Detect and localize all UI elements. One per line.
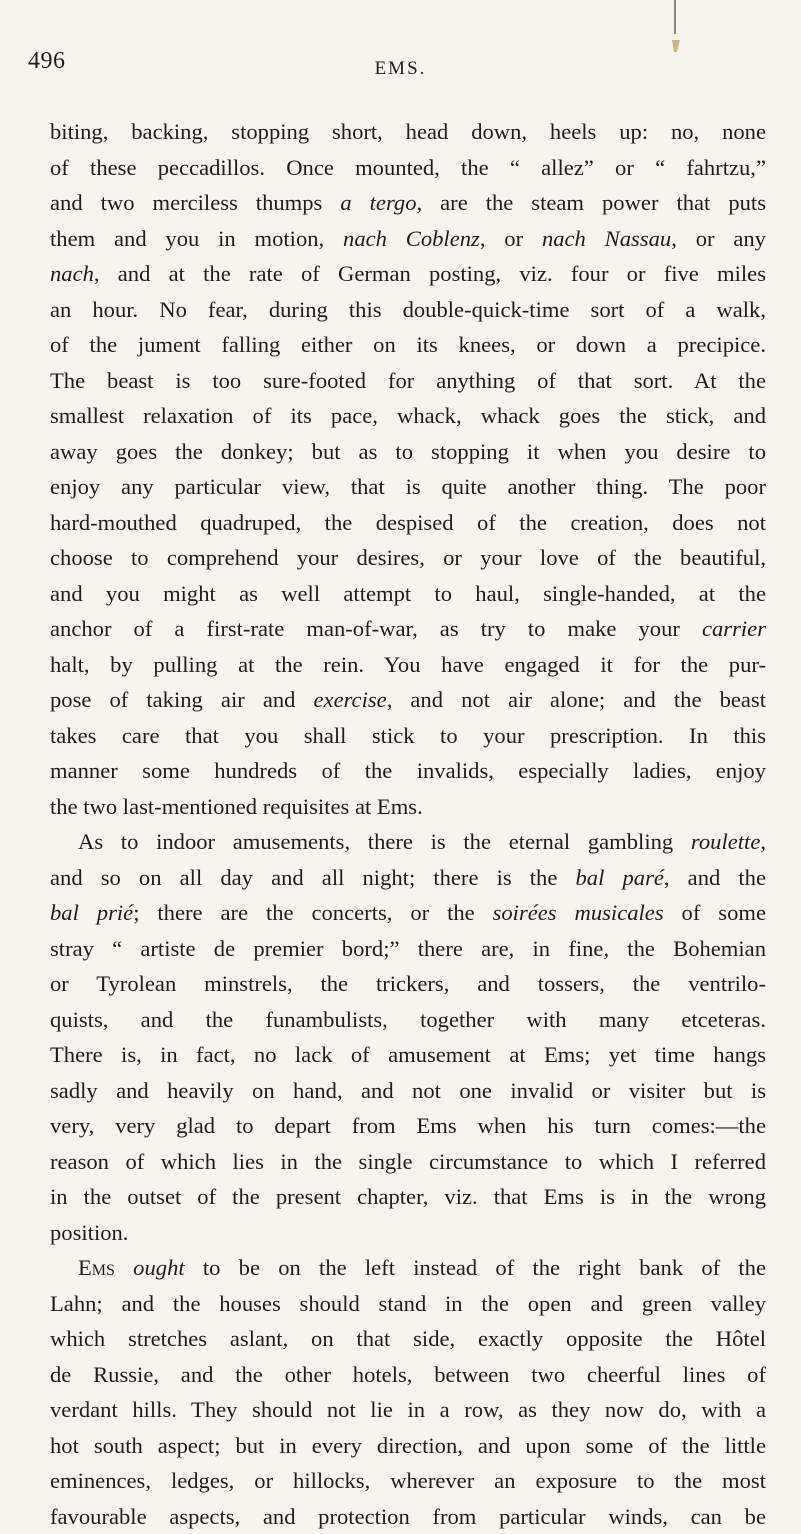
italic-run: bal paré <box>576 865 664 890</box>
text-line <box>50 1037 766 1073</box>
text-line <box>50 1357 766 1393</box>
text-line <box>50 682 766 718</box>
text-run: of these peccadillos. Once mounted, the “ allez” or “ fahrtzu,” <box>50 155 766 180</box>
text-run: choose to comprehend your desires, or your love of the beautiful, <box>50 545 766 570</box>
text-line <box>50 185 766 221</box>
text-line <box>50 150 766 186</box>
text-run: and you might as well attempt to haul, single-handed, at the <box>50 581 766 606</box>
italic-run: carrier <box>702 616 766 641</box>
italic-run: nach Nassau <box>542 226 671 251</box>
running-head: EMS. <box>0 58 801 80</box>
text-line <box>50 1073 766 1109</box>
body-text <box>50 114 766 1534</box>
text-line <box>50 1428 766 1464</box>
text-run: halt, by pulling at the rein. You have engaged it for the pur- <box>50 652 766 677</box>
text-line <box>50 789 766 825</box>
text-run: pose of taking air and <box>50 687 314 712</box>
text-run: stray “ artiste de premier bord;” there are, in fine, the Bohemian <box>50 936 766 961</box>
text-run: , or <box>480 226 542 251</box>
text-run <box>115 1255 133 1280</box>
text-line <box>50 1392 766 1428</box>
text-run: takes care that you shall stick to your prescription. In this <box>50 723 766 748</box>
text-line <box>50 931 766 967</box>
text-run: which stretches aslant, on that side, exactly opposite the Hôtel <box>50 1326 766 1351</box>
text-run: them and you in motion, <box>50 226 343 251</box>
text-run: de Russie, and the other hotels, between two cheerful lines of <box>50 1362 766 1387</box>
text-run: As to indoor amusements, there is the eternal gambling <box>78 829 691 854</box>
text-line <box>50 753 766 789</box>
text-line <box>50 540 766 576</box>
text-run: in the outset of the present chapter, viz. that Ems is in the wrong <box>50 1184 766 1209</box>
text-line <box>50 434 766 470</box>
text-line <box>50 398 766 434</box>
italic-run: nach Coblenz <box>343 226 480 251</box>
text-run: very, very glad to depart from Ems when his turn comes:—the <box>50 1113 766 1138</box>
italic-run: roulette <box>691 829 760 854</box>
text-line <box>50 966 766 1002</box>
text-line <box>50 824 766 860</box>
text-run: of some <box>664 900 766 925</box>
text-line <box>50 1108 766 1144</box>
text-line <box>50 718 766 754</box>
text-line <box>50 1321 766 1357</box>
text-run: sadly and heavily on hand, and not one invalid or visiter but is <box>50 1078 766 1103</box>
text-run: to be on the left instead of the right bank of the <box>185 1255 766 1280</box>
text-run: , or any <box>671 226 766 251</box>
text-run: favourable aspects, and protection from particular winds, can be <box>50 1504 766 1529</box>
text-line <box>50 505 766 541</box>
text-run: quists, and the funambulists, together with many etceteras. <box>50 1007 766 1032</box>
text-line <box>50 1286 766 1322</box>
text-run: , and at the rate of German posting, viz. four or five miles <box>94 261 766 286</box>
text-run: of the jument falling either on its knees, or down a precipice. <box>50 332 766 357</box>
text-run: an hour. No fear, during this double-quick-time sort of a walk, <box>50 297 766 322</box>
text-line <box>50 114 766 150</box>
text-line <box>50 611 766 647</box>
text-line <box>50 1250 766 1286</box>
text-run: reason of which lies in the single circumstance to which I referred <box>50 1149 766 1174</box>
text-run: eminences, ledges, or hillocks, wherever an exposure to the most <box>50 1468 766 1493</box>
text-run: The beast is too sure-footed for anything of that sort. At the <box>50 368 766 393</box>
text-run: biting, backing, stopping short, head down, heels up: no, none <box>50 119 766 144</box>
text-line <box>50 1179 766 1215</box>
text-line <box>50 576 766 612</box>
text-run: There is, in fact, no lack of amusement at Ems; yet time hangs <box>50 1042 766 1067</box>
text-line <box>50 1499 766 1534</box>
text-line <box>50 895 766 931</box>
text-line <box>50 256 766 292</box>
italic-run: nach <box>50 261 94 286</box>
text-line <box>50 363 766 399</box>
text-line <box>50 1463 766 1499</box>
text-run: anchor of a first-rate man-of-war, as try to make your <box>50 616 702 641</box>
text-line <box>50 1215 766 1251</box>
text-line <box>50 1002 766 1038</box>
text-line <box>50 221 766 257</box>
text-run: , <box>760 829 766 854</box>
text-run: smallest relaxation of its pace, whack, whack goes the stick, and <box>50 403 766 428</box>
text-run: hot south aspect; but in every direction, and upon some of the little <box>50 1433 766 1458</box>
text-run: verdant hills. They should not lie in a row, as they now do, with a <box>50 1397 766 1422</box>
text-run: hard-mouthed quadruped, the despised of the creation, does not <box>50 510 766 535</box>
text-line <box>50 1144 766 1180</box>
page-number: 496 <box>28 48 66 75</box>
text-line <box>50 292 766 328</box>
text-run: the two last-mentioned requisites at Ems. <box>50 794 423 819</box>
text-run: and two merciless thumps <box>50 190 340 215</box>
text-line <box>50 327 766 363</box>
text-run: away goes the donkey; but as to stopping it when you desire to <box>50 439 766 464</box>
text-run: Lahn; and the houses should stand in the open and green valley <box>50 1291 766 1316</box>
italic-run: ought <box>133 1255 184 1280</box>
italic-run: a tergo <box>340 190 416 215</box>
text-run: , and the <box>664 865 766 890</box>
text-run: and so on all day and all night; there is the <box>50 865 576 890</box>
text-line <box>50 469 766 505</box>
italic-run: bal prié <box>50 900 133 925</box>
text-run: manner some hundreds of the invalids, especially ladies, enjoy <box>50 758 766 783</box>
text-run: or Tyrolean minstrels, the trickers, and tossers, the ventrilo- <box>50 971 766 996</box>
text-run: enjoy any particular view, that is quite another thing. The poor <box>50 474 766 499</box>
page-corner-mark <box>668 0 682 60</box>
italic-run: exercise <box>314 687 387 712</box>
text-line <box>50 860 766 896</box>
italic-run: soirées musicales <box>493 900 664 925</box>
text-run: position. <box>50 1220 128 1245</box>
text-run: ; there are the concerts, or the <box>133 900 492 925</box>
text-line <box>50 647 766 683</box>
small-caps-run: Ems <box>78 1255 115 1280</box>
text-run: , and not air alone; and the beast <box>387 687 766 712</box>
text-run: , are the steam power that puts <box>417 190 767 215</box>
